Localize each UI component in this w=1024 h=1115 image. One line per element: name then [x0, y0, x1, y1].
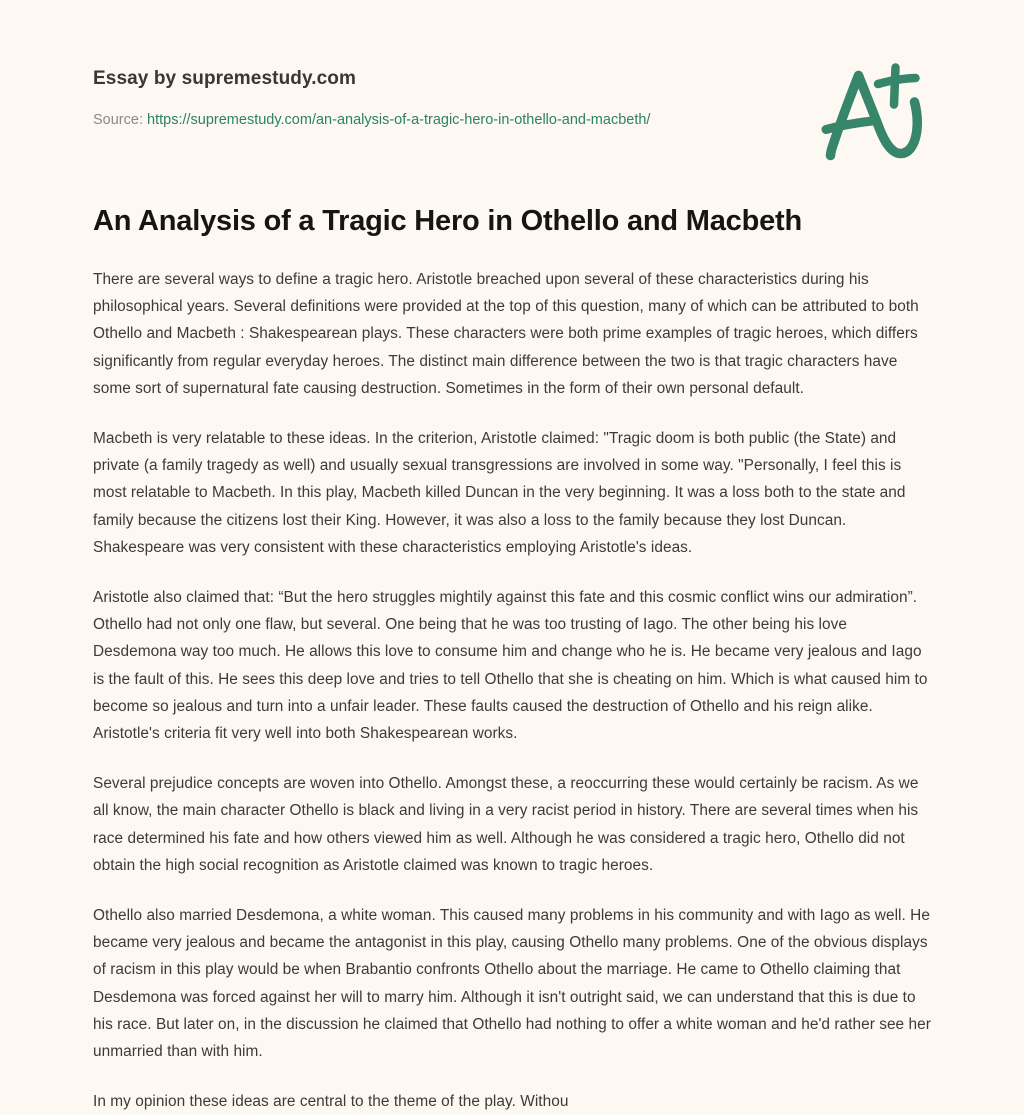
brand-title: Essay by supremestudy.com	[93, 68, 356, 89]
paragraph: Macbeth is very relatable to these ideas. In the criterion, Aristotle claimed: "Tragic doom is both public (the State) and private (a family tragedy as well) and usually sexual transgressions are involved in some way. "Personally, I feel this is most relatable to Macbeth. In this play, Macbeth killed Duncan in the very beginning. It was a loss both to the state and family because the citizens lost their King. However, it was also a loss to the family because they lost Duncan. Shakespeare was very consistent with these characteristics employing Aristotle's ideas.	[93, 430, 906, 556]
paragraph: There are several ways to define a tragic hero. Aristotle breached upon several of these characteristics during his philosophical years. Several definitions were provided at the top of this question, many of which can be attributed to both Othello and Macbeth : Shakespearean plays. These characters were both prime examples of tragic heroes, which differs significantly from regular everyday heroes. The distinct main difference between the two is that tragic characters have some sort of supernatural fate causing destruction. Sometimes in the form of their own personal default.	[93, 271, 919, 397]
paragraph-truncated: In my opinion these ideas are central to the theme of the play. Withou	[93, 1093, 569, 1111]
paragraph: Othello also married Desdemona, a white woman. This caused many problems in his community and with Iago as well. He became very jealous and became the antagonist in this play, causing Othello many problems. One of the obvious displays of racism in this play would be when Brabantio confronts Othello about the marriage. He came to Othello claiming that Desdemona was forced against her will to marry him. Although it isn't outright said, we can understand that this is due to his race. But later on, in the discussion he claimed that Othello had nothing to offer a white woman and he'd rather see her unmarried than with him.	[93, 907, 931, 1061]
source-line	[93, 110, 931, 130]
paragraph: Several prejudice concepts are woven into Othello. Amongst these, a reoccurring these would certainly be racism. As we all know, the main character Othello is black and living in a very racist period in history. There are several times when his race determined his fate and how others viewed him as well. Although he was considered a tragic hero, Othello did not obtain the high social recognition as Aristotle claimed was known to tragic heroes.	[93, 775, 919, 874]
article	[93, 202, 931, 1115]
document-header	[93, 0, 931, 130]
article-body	[93, 266, 931, 1115]
page-title: An Analysis of a Tragic Hero in Othello and Macbeth	[93, 205, 803, 237]
source-label: Source:	[93, 112, 143, 128]
paragraph: Aristotle also claimed that: “But the hero struggles mightily against this fate and this cosmic conflict wins our admiration”. Othello had not only one flaw, but several. One being that he was too trusting of Iago. The other being his love Desdemona way too much. He allows this love to consume him and change who he is. He became very jealous and Iago is the fault of this. He sees this deep love and tries to tell Othello that she is cheating on him. Which is what caused him to become so jealous and turn into a unfair leader. These faults caused the destruction of Othello and his reign alike. Aristotle's criteria fit very well into both Shakespearean works.	[93, 589, 928, 743]
source-url-link[interactable]: https://supremestudy.com/an-analysis-of-a-tragic-hero-in-othello-and-macbeth/	[147, 112, 651, 128]
